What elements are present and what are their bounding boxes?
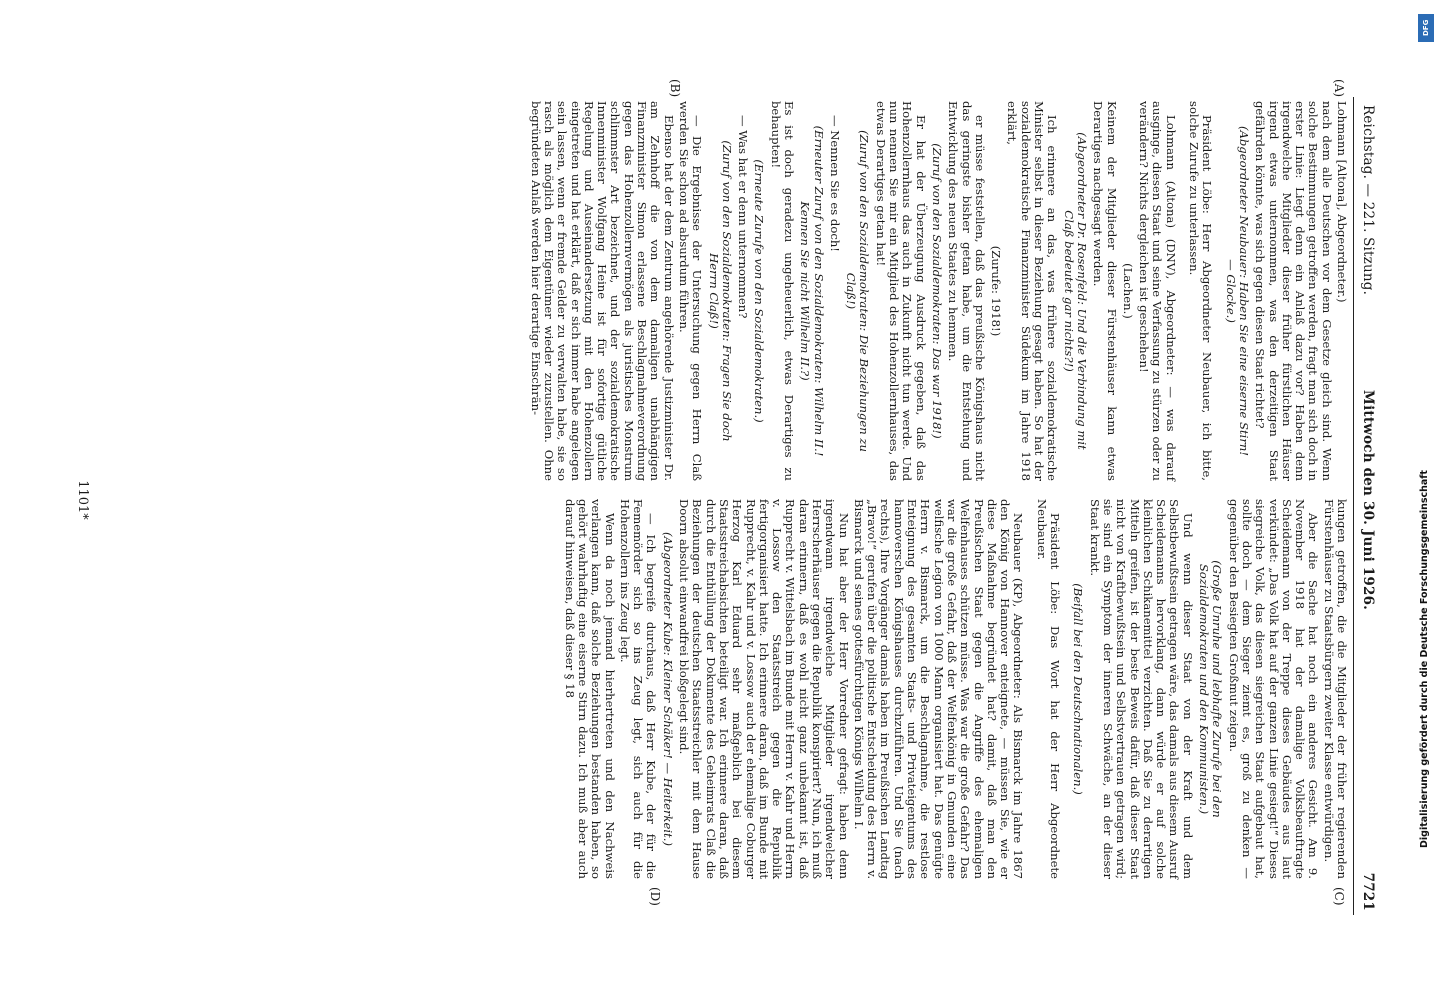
paragraph: kungen getroffen, die die Mitglieder der früher regierenden Fürstenhäuser zu Staatsbürgern zweiter Klasse entwürdigen. bbox=[1321, 499, 1349, 879]
paragraph: Keinem der Mitglieder dieser Fürstenhäuser kann etwas Derartiges nachgesagt werden. bbox=[1091, 101, 1119, 481]
paragraph: (Lachen.) bbox=[1120, 263, 1135, 319]
paragraph: er müsse feststellen, daß das preußische Königshaus nicht das geringste bisher getan habe, um die Entstehung und Entwicklung des neuen Staates zu hemmen. bbox=[946, 101, 987, 481]
paragraph: Ebenso hat der dem Zentrum angehörende Justizminister Dr. am Zehnhoff die von dem damaligen unabhängigen Finanzminister Simon erlassene Beschlagnahmeverordnung gegen das Hohenzollernvermögen als juristisches Monstrum schlimmster Art bezeichnet, und der sozialdemokratische Innenminister Wolfgang Heine ist für sofortige gütliche Regelung und Auseinandersetzung mit den Hohenzollern eingetreten und hat erklärt, daß er sich immer habe angelegen sein lassen, wenn er fremde Gelder zu verwalten habe, sie so rasch als möglich dem Eigentümer wieder zuzustellen. Ohne begründeten Anlaß werden hier derartige Einschrän- bbox=[528, 101, 676, 481]
margin-marker-c: (C) bbox=[1332, 887, 1346, 906]
left-column bbox=[526, 101, 1348, 481]
paragraph: Wenn da noch jemand hierhertreten und den Nachweis verlangen kann, daß solche Beziehungen bestanden haben, so gehört wahrhaftig eine eiserne Stirn dazu. Ich muß aber auch darauf hinweisen, daß dieser § 18 bbox=[562, 499, 617, 879]
paragraph: — Die Ergebnisse der Untersuchung gegen Herrn Claß werden Sie schon ad absurdum führen. bbox=[676, 101, 705, 481]
dfg-logo: DFG bbox=[1418, 14, 1434, 42]
header-rule bbox=[1353, 97, 1354, 915]
paragraph: (Zuruf von den Sozialdemokraten: Das war 1918!) bbox=[929, 143, 944, 439]
paragraph: (Große Unruhe und lebhafte Zurufe bei den Sozialdemokraten und den Kommunisten.) bbox=[1197, 560, 1225, 818]
paragraph: Es ist doch geradezu ungeheuerlich, etwas Derartiges zu behaupten! bbox=[768, 101, 797, 481]
margin-marker-b: (B) bbox=[668, 79, 682, 98]
dfg-credit-text: Digitalisierung gefördert durch die Deutsche Forschungsgemeinschaft bbox=[1419, 470, 1430, 848]
dfg-sidebar bbox=[1416, 8, 1434, 868]
document-page bbox=[52, 75, 1382, 925]
paragraph: (Abgeordneter Neubauer: Haben Sie eine eiserne Stirn! — Glocke.) bbox=[1223, 125, 1251, 457]
paragraph: — Ich begreife durchaus, daß Herr Kube, der für die Fememörder sich so ins Zeug legt, sich auch für die Hohenzollern ins Zeug legt. bbox=[617, 499, 659, 879]
paragraph: Lohmann [Altona], Abgeordneter.) bbox=[1335, 101, 1349, 303]
page-header bbox=[1352, 75, 1382, 925]
paragraph: — Was hat er denn unternommen? bbox=[736, 115, 751, 319]
paragraph: Neubauer (KP), Abgeordneter: Als Bismarck im Jahre 1867 den König von Hannover enteignete, — müssen Sie, wie er diese Maßnahme begründet hat? damit, daß man den Preußischen Staat gegen die Angriffe des ehemaligen Welfenhauses schützen müsse. Was war die große Gefahr? Das war die große Gefahr, daß der Welfenkönig in Gmunden eine welfische Legion von 1000 Mann organisiert hat. Das genügte Herrn v. Bismarck, um die Beschlagnahme, die restlose Enteignung des gesamten Staats- und Privateigentums des hannoverschen Königshauses durchzuführen. Und Sie (nach rechts), Ihre Vorgänger damals haben im Preußischen Landtag „Bravo!“ gerufen über die politische Entscheidung des Herrn v. Bismarck und seines gottesfürchtigen Königs Wilhelm I. bbox=[851, 499, 1026, 879]
paragraph: Ich erinnere an das, was frühere sozialdemokratische Minister selbst in dieser Beziehung gesagt haben. So hat der sozialdemokratische Finanzminister Südekum im Jahre 1918 erklärt, bbox=[1005, 101, 1060, 481]
header-date: Mittwoch den 30. Juni 1926. bbox=[1360, 389, 1376, 611]
paragraph: Präsident Löbe: Herr Abgeordneter Neubauer, ich bitte, solche Zurufe zu unterlassen. bbox=[1187, 101, 1215, 481]
paragraph: (Beifall bei den Deutschnationalen.) bbox=[1071, 583, 1086, 795]
paragraph: (Abgeordneter Kube: Kleiner Schäker! — Heiterkeit.) bbox=[660, 532, 675, 846]
header-session: Reichstag. — 221. Sitzung. bbox=[1360, 105, 1376, 296]
paragraph: Lohmann (Altona) (DNV), Abgeordneter: — was darauf ausginge, diesen Staat und seine Verfassung zu stürzen oder zu verändern? Nichts dergleichen ist geschehen! bbox=[1137, 101, 1178, 481]
margin-marker-d: (D) bbox=[648, 887, 662, 906]
page-number: 7721 bbox=[1360, 872, 1376, 911]
signature-mark: 1101* bbox=[75, 480, 90, 520]
paragraph: (Erneuter Zuruf von den Sozialdemokraten: Wilhelm II.! Kennen Sie nicht Wilhelm II.?) bbox=[798, 125, 826, 457]
paragraph: Nun hat aber der Herr Vorredner gefragt: haben denn irgendwann irgendwelche Mitglieder irgendwelcher Herrscherhäuser gegen die Republik konspiriert? Nun, ich muß daran erinnern, daß es wohl nicht ganz unbekannt ist, daß Rupprecht v. Wittelsbach im Bunde mit Herrn v. Kahr und Herrn v. Lossow den Staatsstreich gegen die Republik fertigorganisiert hatte. Ich erinnere daran, daß im Bunde mit Rupprecht, v. Kahr und v. Lossow auch der ehemalige Coburger Herzog Karl Eduard sehr maßgeblich bei diesem Staatsstreichabsichten beteiligt war. Ich erinnere daran, daß durch die Enthüllung der Dokumente des Geheimrats Claß die Beziehungen der deutschen Staatsstreichler mit dem Hause Doorn absolut einwandfrei bloßgelegt sind. bbox=[677, 499, 851, 879]
paragraph: — Nennen Sie es doch! bbox=[827, 115, 842, 252]
paragraph: (Zuruf von den Sozialdemokraten: Die Beziehungen zu Claß!) bbox=[844, 130, 872, 452]
paragraph: Präsident Löbe: Das Wort hat der Herr Abgeordnete Neubauer. bbox=[1034, 499, 1063, 879]
paragraph: (Zuruf von den Sozialdemokraten: Fragen Sie doch Herrn Claß!) bbox=[706, 140, 734, 442]
paragraph: (Zurufe: 1918!) bbox=[989, 245, 1004, 337]
paragraph: (Abgeordneter Dr. Rosenfeld: Und die Verbindung mit Claß bedeutet gar nichts?!) bbox=[1061, 132, 1089, 450]
paragraph: Aber die Sache hat noch ein anderes Gesicht. Am 9. November 1918 hat der damalige Volksbeauftragte Scheidemann von der Treppe dieses Gebäudes aus laut verkündet: „Das Volk hat auf der ganzen Linie gesiegt!“ Dieses siegreiche Volk, das diesen siegreichen Staat aufgebaut hat, sollte doch — dem Sieger ziemt es, groß zu denken — gegenüber den Besiegten Großmut zeigen. bbox=[1226, 499, 1321, 879]
paragraph: (Erneute Zurufe von den Sozialdemokraten.) bbox=[752, 159, 767, 423]
margin-marker-a: (A) bbox=[1332, 79, 1346, 98]
right-column bbox=[560, 499, 1348, 879]
paragraph: Und wenn dieser Staat von der Kraft und dem Selbstbewußtsein getragen wäre, das damals aus diesem Ausruf Scheidemanns hervorklang, dann würde er auf solche kleinlichen Schikanemittel verzichten. Daß Sie zu derartigen Mitteln greifen, ist der beste Beweis dafür, daß dieser Staat nicht von Kraftbewußtsein und Selbstvertrauen getragen wird; sie sind ein Symptom der inneren Schwäche, an der dieser Staat krankt. bbox=[1087, 499, 1195, 879]
paragraph: nach dem alle Deutschen vor dem Gesetze gleich sind. Wenn solche Bestimmungen getroffen werden, fragt man sich doch in erster Linie: Liegt denn ein Anlaß dazu vor? Haben denn irgendwelche Mitglieder dieser früher fürstlichen Häuser irgend etwas unternommen, was den derzeitigen Staat gefährden könnte, was sich gegen diesen Staat richtet? bbox=[1253, 101, 1334, 481]
paragraph: Er hat der Überzeugung Ausdruck gegeben, daß das Hohenzollernhaus das auch in Zukunft nicht tun werde. Und nun nennen Sie mir ein Mitglied des Hohenzollernhauses, das etwas Derartiges getan hat! bbox=[873, 101, 928, 481]
